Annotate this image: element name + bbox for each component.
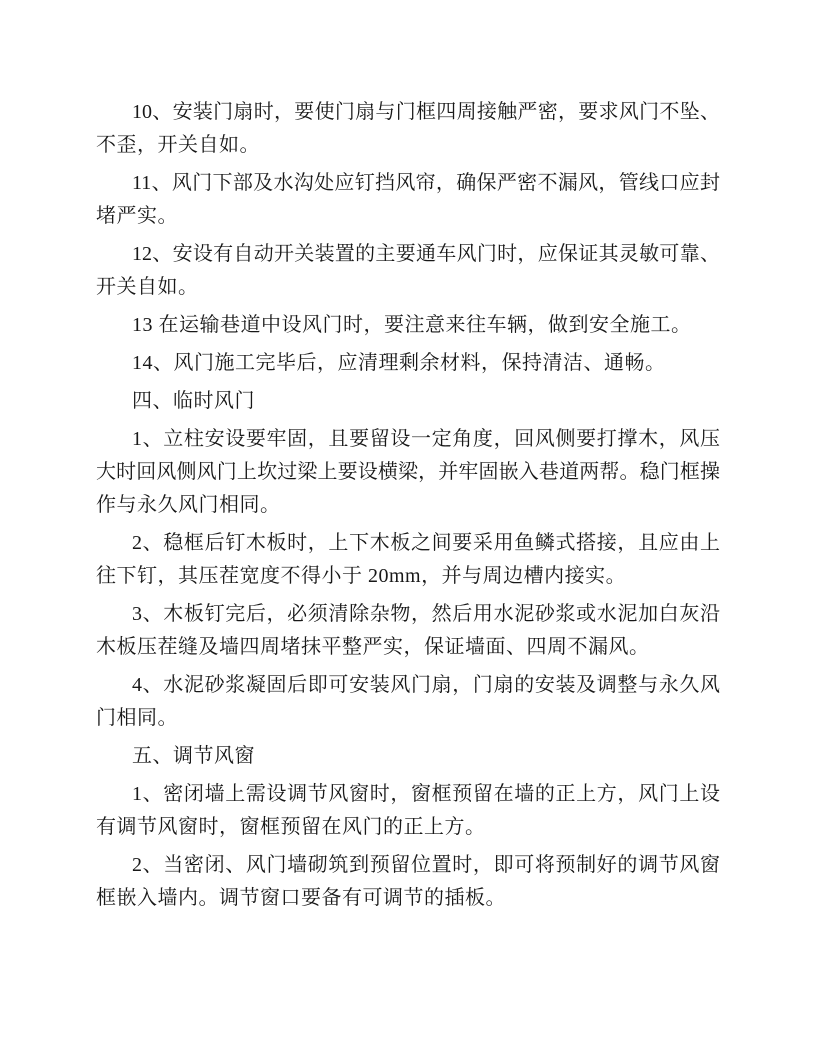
text-line: 2、稳框后钉木板时，上下木板之间要采用鱼鳞式搭接，且应由上 — [132, 532, 720, 554]
text-line: 堵严实。 — [96, 205, 178, 227]
text-line: 2、当密闭、风门墙砌筑到预留位置时，即可将预制好的调节风窗 — [132, 854, 720, 876]
text-line: 作与永久风门相同。 — [96, 494, 281, 516]
text-line: 14、风门施工完毕后，应清理剩余材料，保持清洁、通畅。 — [132, 352, 666, 374]
text-line: 4、水泥砂浆凝固后即可安装风门扇，门扇的安装及调整与永久风 — [132, 674, 720, 696]
paragraph — [96, 527, 720, 593]
text-line: 不歪，开关自如。 — [96, 134, 260, 156]
document-body — [96, 96, 720, 920]
paragraph — [96, 96, 720, 162]
text-line: 开关自如。 — [96, 276, 199, 298]
paragraph — [96, 167, 720, 233]
text-line: 1、立柱安设要牢固，且要留设一定角度，回风侧要打撑木，风压 — [132, 428, 720, 450]
text-line: 11、风门下部及水沟处应钉挡风帘，确保严密不漏风，管线口应封 — [132, 172, 720, 194]
text-line: 框嵌入墙内。调节窗口要备有可调节的插板。 — [96, 887, 506, 909]
text-line: 五、调节风窗 — [132, 745, 255, 767]
paragraph — [96, 423, 720, 522]
text-line: 3、木板钉完后，必须清除杂物，然后用水泥砂浆或水泥加白灰沿 — [132, 603, 720, 625]
text-line: 门相同。 — [96, 707, 178, 729]
paragraph — [96, 778, 720, 844]
paragraph — [96, 849, 720, 915]
text-line: 往下钉，其压茬宽度不得小于 20mm，并与周边槽内接实。 — [96, 565, 627, 587]
section-heading — [96, 740, 720, 773]
text-line: 12、安设有自动开关装置的主要通车风门时，应保证其灵敏可靠、 — [132, 243, 720, 265]
text-line: 有调节风窗时，窗框预留在风门的正上方。 — [96, 816, 486, 838]
section-heading — [96, 385, 720, 418]
paragraph — [96, 598, 720, 664]
text-line: 四、临时风门 — [132, 390, 255, 412]
text-line: 13 在运输巷道中设风门时，要注意来往车辆，做到安全施工。 — [132, 314, 692, 336]
paragraph — [96, 347, 720, 380]
paragraph — [96, 238, 720, 304]
text-line: 木板压茬缝及墙四周堵抹平整严实，保证墙面、四周不漏风。 — [96, 636, 650, 658]
paragraph — [96, 309, 720, 342]
text-line: 1、密闭墙上需设调节风窗时，窗框预留在墙的正上方，风门上设 — [132, 783, 720, 805]
paragraph — [96, 669, 720, 735]
text-line: 10、安装门扇时，要使门扇与门框四周接触严密，要求风门不坠、 — [132, 101, 720, 123]
text-line: 大时回风侧风门上坎过梁上要设横梁，并牢固嵌入巷道两帮。稳门框操 — [96, 461, 720, 483]
